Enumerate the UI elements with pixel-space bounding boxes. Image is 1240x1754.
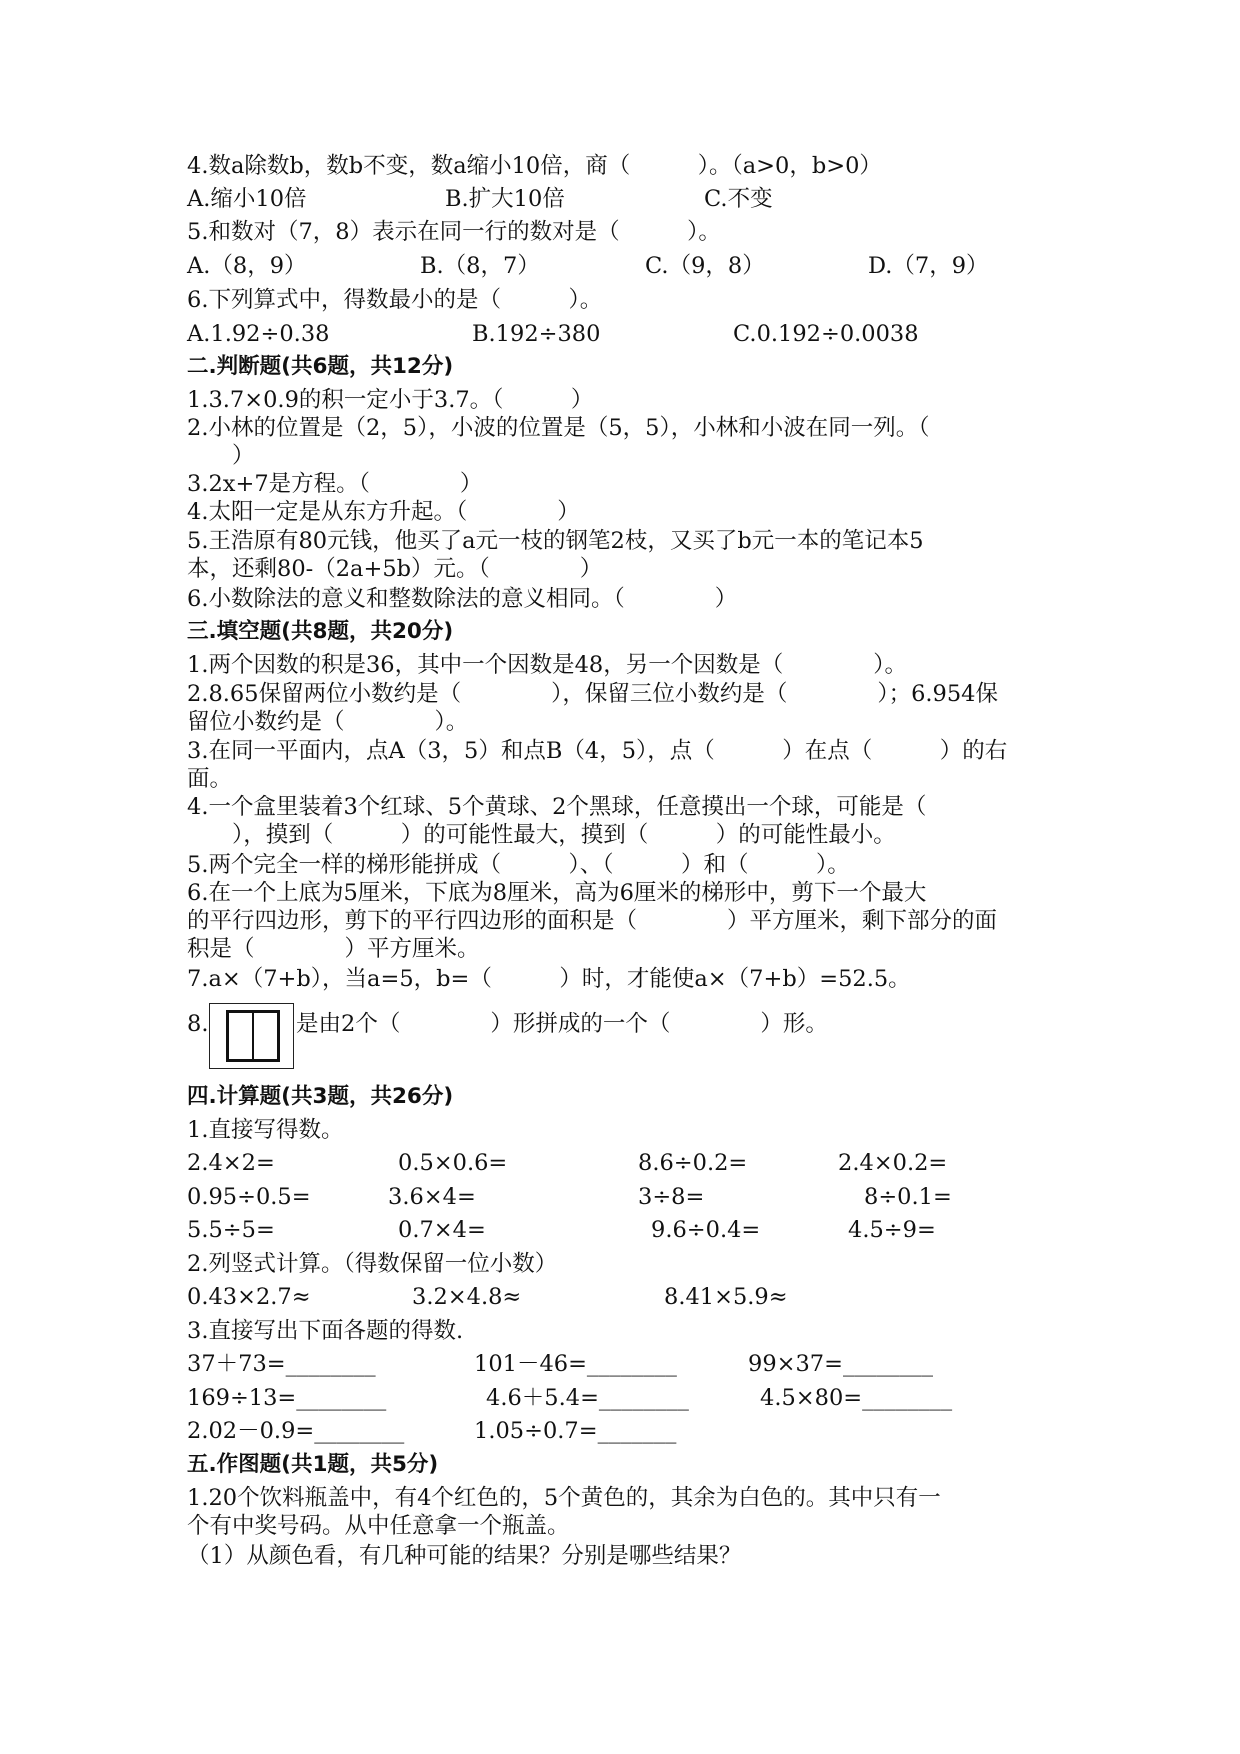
q4-option-a: A.缩小10倍: [187, 186, 307, 212]
question-4: 4.数a除数b，数b不变，数a缩小10倍，商（ ）。（a>0，b>0）: [187, 153, 882, 179]
q5-option-c: C.（9，8）: [645, 253, 765, 279]
calc-item: 9.6÷0.4=: [651, 1217, 761, 1243]
s2-line-1: 1.3.7×0.9的积一定小于3.7。（ ）: [187, 387, 594, 413]
oral-calc-item: 37＋73=________: [187, 1351, 376, 1377]
s3-line-10: 的平行四边形，剪下的平行四边形的面积是（ ）平方厘米，剩下部分的面: [187, 908, 998, 934]
q6-option-a: A.1.92÷0.38: [187, 321, 330, 347]
calc-item: 3.6×4=: [388, 1184, 476, 1210]
oral-calc-item: 101－46=________: [474, 1351, 677, 1377]
calc-item: 8÷0.1=: [864, 1184, 952, 1210]
q5-option-d: D.（7，9）: [868, 253, 989, 279]
s2-line-5: 4.太阳一定是从东方升起。（ ）: [187, 499, 580, 525]
s5-line-2: 个有中奖号码。从中任意拿一个瓶盖。: [187, 1513, 570, 1539]
calc-item: 2.4×0.2=: [838, 1150, 948, 1176]
s3-line-12: 7.a×（7+b），当a=5，b=（ ）时，才能使a×（7+b）=52.5。: [187, 966, 911, 992]
s2-line-8: 6.小数除法的意义和整数除法的意义相同。（ ）: [187, 586, 738, 612]
s5-line-1: 1.20个饮料瓶盖中，有4个红色的，5个黄色的，其余为白色的。其中只有一: [187, 1485, 941, 1511]
s3-line-9: 6.在一个上底为5厘米，下底为8厘米，高为6厘米的梯形中，剪下一个最大: [187, 880, 927, 906]
calc-item: 4.5÷9=: [848, 1217, 936, 1243]
q5-option-b: B.（8，7）: [420, 253, 540, 279]
s3-line-3: 留位小数约是（ ）。: [187, 709, 469, 735]
s2-line-3: ）: [187, 443, 255, 469]
section-5-title: 五.作图题(共1题，共5分): [187, 1452, 439, 1477]
section-4-title: 四.计算题(共3题，共26分): [187, 1084, 454, 1109]
s5-line-3: （1）从颜色看，有几种可能的结果？分别是哪些结果？: [187, 1543, 742, 1569]
oral-calc-item: 2.02－0.9=________: [187, 1418, 405, 1444]
vertical-calc-item: 8.41×5.9≈: [664, 1284, 788, 1310]
oral-calc-item: 169÷13=________: [187, 1385, 387, 1411]
figure-divider-line: [252, 1010, 254, 1062]
s4-q2-title: 2.列竖式计算。（得数保留一位小数）: [187, 1251, 558, 1277]
q6-option-b: B.192÷380: [472, 321, 601, 347]
s3-line-1: 1.两个因数的积是36，其中一个因数是48，另一个因数是（ ）。: [187, 652, 907, 678]
q4-option-b: B.扩大10倍: [445, 186, 565, 212]
s3-line-11: 积是（ ）平方厘米。: [187, 936, 480, 962]
s3-line-6: 4.一个盒里装着3个红球、5个黄球、2个黑球，任意摸出一个球，可能是（: [187, 794, 927, 820]
s3-line-8: 5.两个完全一样的梯形能拼成（ ）、（ ）和（ ）。: [187, 852, 850, 878]
s3-line-7: ），摸到（ ）的可能性最大，摸到（ ）的可能性最小。: [187, 822, 896, 848]
question-5: 5.和数对（7，8）表示在同一行的数对是（ ）。: [187, 219, 721, 245]
calc-item: 3÷8=: [638, 1184, 705, 1210]
s3-line-4: 3.在同一平面内，点A（3，5）和点B（4，5），点（ ）在点（ ）的右: [187, 738, 1008, 764]
section-3-title: 三.填空题(共8题，共20分): [187, 619, 454, 644]
calc-item: 0.5×0.6=: [398, 1150, 508, 1176]
oral-calc-item: 99×37=________: [748, 1351, 933, 1377]
oral-calc-item: 4.6＋5.4=________: [486, 1385, 689, 1411]
section-2-title: 二.判断题(共6题，共12分): [187, 354, 454, 379]
s4-q1-title: 1.直接写得数。: [187, 1117, 344, 1143]
calc-item: 8.6÷0.2=: [638, 1150, 748, 1176]
q6-option-c: C.0.192÷0.0038: [733, 321, 919, 347]
question-6: 6.下列算式中，得数最小的是（ ）。: [187, 287, 603, 313]
s2-line-7: 本，还剩80-（2a+5b）元。（ ）: [187, 556, 603, 582]
s4-q3-title: 3.直接写出下面各题的得数.: [187, 1318, 464, 1344]
q4-option-c: C.不变: [704, 186, 773, 212]
q8-number: 8.: [187, 1011, 209, 1037]
s2-line-6: 5.王浩原有80元钱，他买了a元一枝的钢笔2枝，又买了b元一本的笔记本5: [187, 528, 924, 554]
oral-calc-item: 4.5×80=________: [760, 1385, 953, 1411]
vertical-calc-item: 3.2×4.8≈: [412, 1284, 522, 1310]
calc-item: 2.4×2=: [187, 1150, 275, 1176]
calc-item: 0.95÷0.5=: [187, 1184, 311, 1210]
calc-item: 0.7×4=: [398, 1217, 486, 1243]
s2-line-2: 2.小林的位置是（2，5），小波的位置是（5，5），小林和小波在同一列。（: [187, 415, 930, 441]
s3-line-2: 2.8.65保留两位小数约是（ ），保留三位小数约是（ ）；6.954保: [187, 681, 998, 707]
oral-calc-item: 1.05÷0.7=_______: [474, 1418, 677, 1444]
q5-option-a: A.（8，9）: [187, 253, 307, 279]
s2-line-4: 3.2x+7是方程。（ ）: [187, 471, 483, 497]
q8-text: 是由2个（ ）形拼成的一个（ ）形。: [296, 1011, 828, 1037]
s3-line-5: 面。: [187, 766, 233, 792]
vertical-calc-item: 0.43×2.7≈: [187, 1284, 311, 1310]
calc-item: 5.5÷5=: [187, 1217, 275, 1243]
